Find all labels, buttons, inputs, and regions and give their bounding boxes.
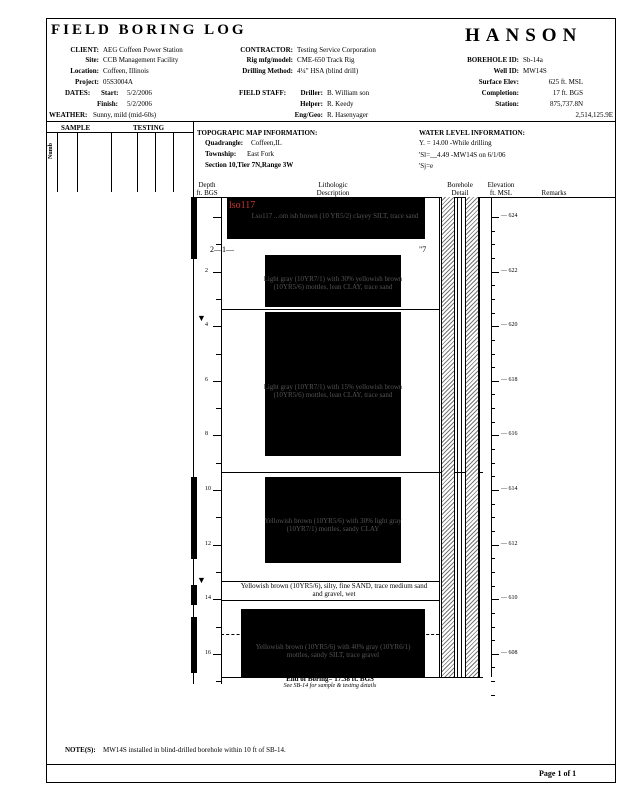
elevation-heading-2: ft. MSL xyxy=(489,189,513,197)
start-value: 5/2/2006 xyxy=(127,89,152,97)
borehole-right-line xyxy=(479,197,480,677)
depth-marker-right: "7 xyxy=(419,245,427,254)
depth-tick-label: 16 xyxy=(205,649,211,656)
finish-label: Finish: xyxy=(97,100,119,108)
elevation-tick xyxy=(491,367,495,368)
dashed-marker-left xyxy=(221,634,281,635)
elevation-tick xyxy=(491,313,495,314)
staff-label: FIELD STAFF: xyxy=(239,89,287,97)
depth-unit-heading: ft. BGS xyxy=(196,189,218,197)
borehole-value: Sb-14a xyxy=(523,56,543,64)
elevation-tick-label: — 612 xyxy=(501,540,518,547)
weather-label: WEATHER: xyxy=(49,111,88,119)
depth-tick xyxy=(213,381,221,382)
header-rule xyxy=(47,121,615,122)
elevation-tick xyxy=(491,231,495,232)
elevation-tick xyxy=(491,299,495,300)
remarks-heading: Remarks xyxy=(541,189,567,197)
depth-tick xyxy=(213,217,221,218)
depth-tick xyxy=(213,272,221,273)
elevation-tick xyxy=(491,285,495,286)
drilling-label: Drilling Method: xyxy=(242,67,293,75)
depth-tick xyxy=(216,572,221,573)
depth-tick xyxy=(213,326,221,327)
elevation-tick-label: — 616 xyxy=(501,431,518,438)
station-label: Station: xyxy=(495,100,519,108)
depth-tick xyxy=(213,545,221,546)
notes-label: NOTE(S): xyxy=(65,746,96,754)
sample-interval-bar-3 xyxy=(191,585,197,605)
water-line-3: 'Sj=e xyxy=(419,162,434,170)
location-value: Coffeen, Illinois xyxy=(103,67,149,75)
testing-divider-2 xyxy=(155,132,156,192)
sample-divider-2 xyxy=(77,132,78,192)
township-label: Township: xyxy=(205,150,237,158)
elevation-tick xyxy=(491,695,495,696)
litho-text-1: Lso117 ...om ish brown (10 YR5/2) clayey SILT, trace sand xyxy=(251,212,419,220)
depth-tick xyxy=(216,299,221,300)
eng-value: R. Hasenyager xyxy=(327,111,369,119)
depth-tick xyxy=(213,654,221,655)
borehole-left-line xyxy=(439,197,440,677)
depth-heading: Depth xyxy=(198,181,216,189)
site-value: CCB Management Facility xyxy=(103,56,179,64)
borehole-heading: Borehole xyxy=(447,181,473,189)
elevation-tick xyxy=(491,326,499,327)
section-label: Section 10,Tier 7N,Range 3W xyxy=(205,161,294,169)
elevation-tick xyxy=(491,667,495,668)
depth-tick xyxy=(213,599,221,600)
company-logo: HANSON xyxy=(465,25,583,46)
elevation-tick xyxy=(491,531,495,532)
litho-text-4: Yellowish brown (10YR5/6) with 30% light gray (10YR7/1) mottles, sandy CLAY xyxy=(264,517,402,533)
sample-interval-bar-2 xyxy=(191,477,197,559)
elevation-axis-line xyxy=(491,197,492,677)
project-value: 05S3004A xyxy=(103,78,133,86)
completion-value: 17 ft. BGS xyxy=(552,89,583,97)
completion-label: Completion: xyxy=(481,89,519,97)
elevation-heading: Elevation xyxy=(487,181,515,189)
surface-label: Surface Elev: xyxy=(478,78,519,86)
helper-label: Helper: xyxy=(300,100,323,108)
depth-tick xyxy=(216,244,221,245)
site-label: Site: xyxy=(85,56,99,64)
elevation-tick xyxy=(491,394,495,395)
water-line-2: 'Sl=__4.49 -MW14S on 6/1/06 xyxy=(419,151,506,159)
sample-divider-3 xyxy=(111,132,112,192)
depth-tick xyxy=(216,463,221,464)
end-of-boring: End of Boring= 17.38 ft. BGS xyxy=(286,675,374,683)
rig-value: CME-650 Track Rig xyxy=(297,56,355,64)
quad-value: Coffeen,IL xyxy=(251,139,282,147)
client-value: AEG Coffeen Power Station xyxy=(103,46,183,54)
elevation-tick xyxy=(491,244,495,245)
depth-axis-line xyxy=(221,197,222,684)
litho-contact-1 xyxy=(221,309,439,310)
litho-heading: Lithologic xyxy=(318,181,348,189)
well-casing-left xyxy=(457,197,458,677)
elevation-tick xyxy=(491,640,495,641)
well-value: MW14S xyxy=(523,67,547,75)
litho-heading-2: Description xyxy=(316,189,350,197)
driller-label: Driller: xyxy=(300,89,323,97)
depth-tick xyxy=(216,354,221,355)
testing-divider-3 xyxy=(173,132,174,192)
elevation-tick xyxy=(491,258,495,259)
eng-label: Eng/Geo: xyxy=(294,111,323,119)
elevation-tick xyxy=(491,681,495,682)
contractor-label: CONTRACTOR: xyxy=(240,46,293,54)
elevation-tick-label: — 610 xyxy=(501,595,518,602)
water-level-marker-1: ▼ xyxy=(197,313,206,323)
depth-tick-label: 6 xyxy=(205,376,208,383)
elevation-tick xyxy=(491,463,495,464)
sample-interval-bar-1 xyxy=(191,197,197,259)
elevation-tick xyxy=(491,422,495,423)
elevation-tick xyxy=(491,435,499,436)
sample-testing-rule xyxy=(47,132,193,133)
station-north: 875,737.8N xyxy=(549,100,583,108)
elevation-tick xyxy=(491,272,499,273)
well-label: Well ID: xyxy=(493,67,519,75)
page-number: Page 1 of 1 xyxy=(539,769,577,778)
elevation-tick-label: — 618 xyxy=(501,376,518,383)
client-label: CLIENT: xyxy=(70,46,99,54)
elevation-tick xyxy=(491,545,499,546)
elevation-tick xyxy=(491,354,495,355)
depth-tick-label: 8 xyxy=(205,431,208,438)
testing-divider-1 xyxy=(137,132,138,192)
station-east: 2,514,125.9E xyxy=(575,111,613,119)
quad-label: Quadrangle: xyxy=(205,139,244,147)
litho-text-2: Light gray (10YR7/1) with 30% yellowish brown (10YR5/6) mottles, lean CLAY, trace sand xyxy=(263,275,403,291)
elevation-tick xyxy=(491,381,499,382)
elevation-tick-label: — 620 xyxy=(501,322,518,329)
elevation-tick xyxy=(491,654,499,655)
elevation-tick xyxy=(491,476,495,477)
depth-tick-label: 10 xyxy=(205,486,211,492)
elevation-tick xyxy=(491,572,495,573)
elevation-tick xyxy=(491,340,495,341)
notes-text: MW14S installed in blind-drilled borehole within 10 ft of SB-14. xyxy=(103,746,286,754)
litho-text-3: Light gray (10YR7/1) with 15% yellowish brown (10YR5/6) mottles, lean CLAY, trace sand xyxy=(263,383,403,399)
helper-value: R. Keedy xyxy=(327,100,354,108)
end-of-boring-note: See SB-14 for sample & testing details xyxy=(283,683,377,689)
dates-label: DATES: xyxy=(65,89,91,97)
elevation-tick-label: — 624 xyxy=(501,213,518,219)
depth-tick xyxy=(216,408,221,409)
township-value: East Fork xyxy=(247,150,275,158)
weather-value: Sunny, mild (mid-60s) xyxy=(93,111,157,119)
elevation-tick xyxy=(491,408,495,409)
sample-heading: SAMPLE xyxy=(61,124,91,132)
surface-value: 625 ft. MSL xyxy=(548,78,583,86)
elevation-tick xyxy=(491,517,495,518)
elevation-tick xyxy=(491,449,495,450)
boring-log-sheet xyxy=(46,18,616,783)
elevation-tick-label: — 622 xyxy=(501,267,518,274)
borehole-annulus-right xyxy=(465,197,479,677)
elevation-tick xyxy=(491,490,499,491)
drilling-value: 4¼" HSA (blind drill) xyxy=(297,67,359,75)
elevation-tick xyxy=(491,613,495,614)
footer-rule xyxy=(47,764,615,765)
topo-title: TOPOGRAPIC MAP INFORMATION: xyxy=(197,129,318,137)
sample-divider-1 xyxy=(57,132,58,192)
elevation-tick xyxy=(491,504,495,505)
start-label: Start: xyxy=(101,89,119,97)
dashed-marker-right xyxy=(387,634,439,635)
finish-value: 5/2/2006 xyxy=(127,100,152,108)
driller-value: B. William son xyxy=(327,89,370,97)
project-label: Project: xyxy=(75,78,99,86)
borehole-heading-2: Detail xyxy=(451,189,469,197)
water-title: WATER LEVEL INFORMATION: xyxy=(419,129,525,137)
elevation-tick xyxy=(491,586,495,587)
location-label: Location: xyxy=(70,67,99,75)
elevation-tick xyxy=(491,599,499,600)
depth-tick xyxy=(216,681,221,682)
litho-text-5: Yellowish brown (10YR5/6), silty, fine SAND, trace medium sand and gravel, wet xyxy=(240,582,428,598)
testing-heading: TESTING xyxy=(133,124,165,132)
depth-tick-label: 14 xyxy=(205,595,211,602)
borehole-annulus-left xyxy=(441,197,455,677)
rig-label: Rig mfg/model: xyxy=(246,56,293,64)
elevation-tick xyxy=(491,217,499,218)
depth-tick xyxy=(216,517,221,518)
elevation-tick xyxy=(491,627,495,628)
depth-tick-label: 12 xyxy=(205,540,211,547)
elevation-tick-label: — 614 xyxy=(501,486,518,492)
depth-tick xyxy=(213,435,221,436)
borehole-label: BOREHOLE ID: xyxy=(467,56,519,64)
litho-annotation: lso117 xyxy=(229,200,256,211)
litho-contact-4 xyxy=(221,600,439,601)
water-line-1: Y. = 14.00 -While drilling xyxy=(419,139,492,147)
elevation-tick-label: — 608 xyxy=(501,649,518,656)
depth-tick xyxy=(213,490,221,491)
depth-tick-label: 4 xyxy=(205,322,208,329)
sample-interval-bar-4 xyxy=(191,617,197,673)
contractor-value: Testing Service Corporation xyxy=(297,46,376,54)
water-level-marker-2: ▼ xyxy=(197,575,206,585)
depth-tick-label: 2 xyxy=(205,267,208,274)
depth-tick xyxy=(216,627,221,628)
litho-text-6: Yellowish brown (10YR5/6) with 40% gray (10YR6/1) mottles, sandy SILT, trace gravel xyxy=(255,643,411,659)
number-column-label: Numb xyxy=(48,142,54,159)
depth-marker-left: 2—1— xyxy=(210,245,234,254)
elevation-tick xyxy=(491,558,495,559)
well-casing-right xyxy=(461,197,462,677)
log-title: FIELD BORING LOG xyxy=(51,22,247,38)
